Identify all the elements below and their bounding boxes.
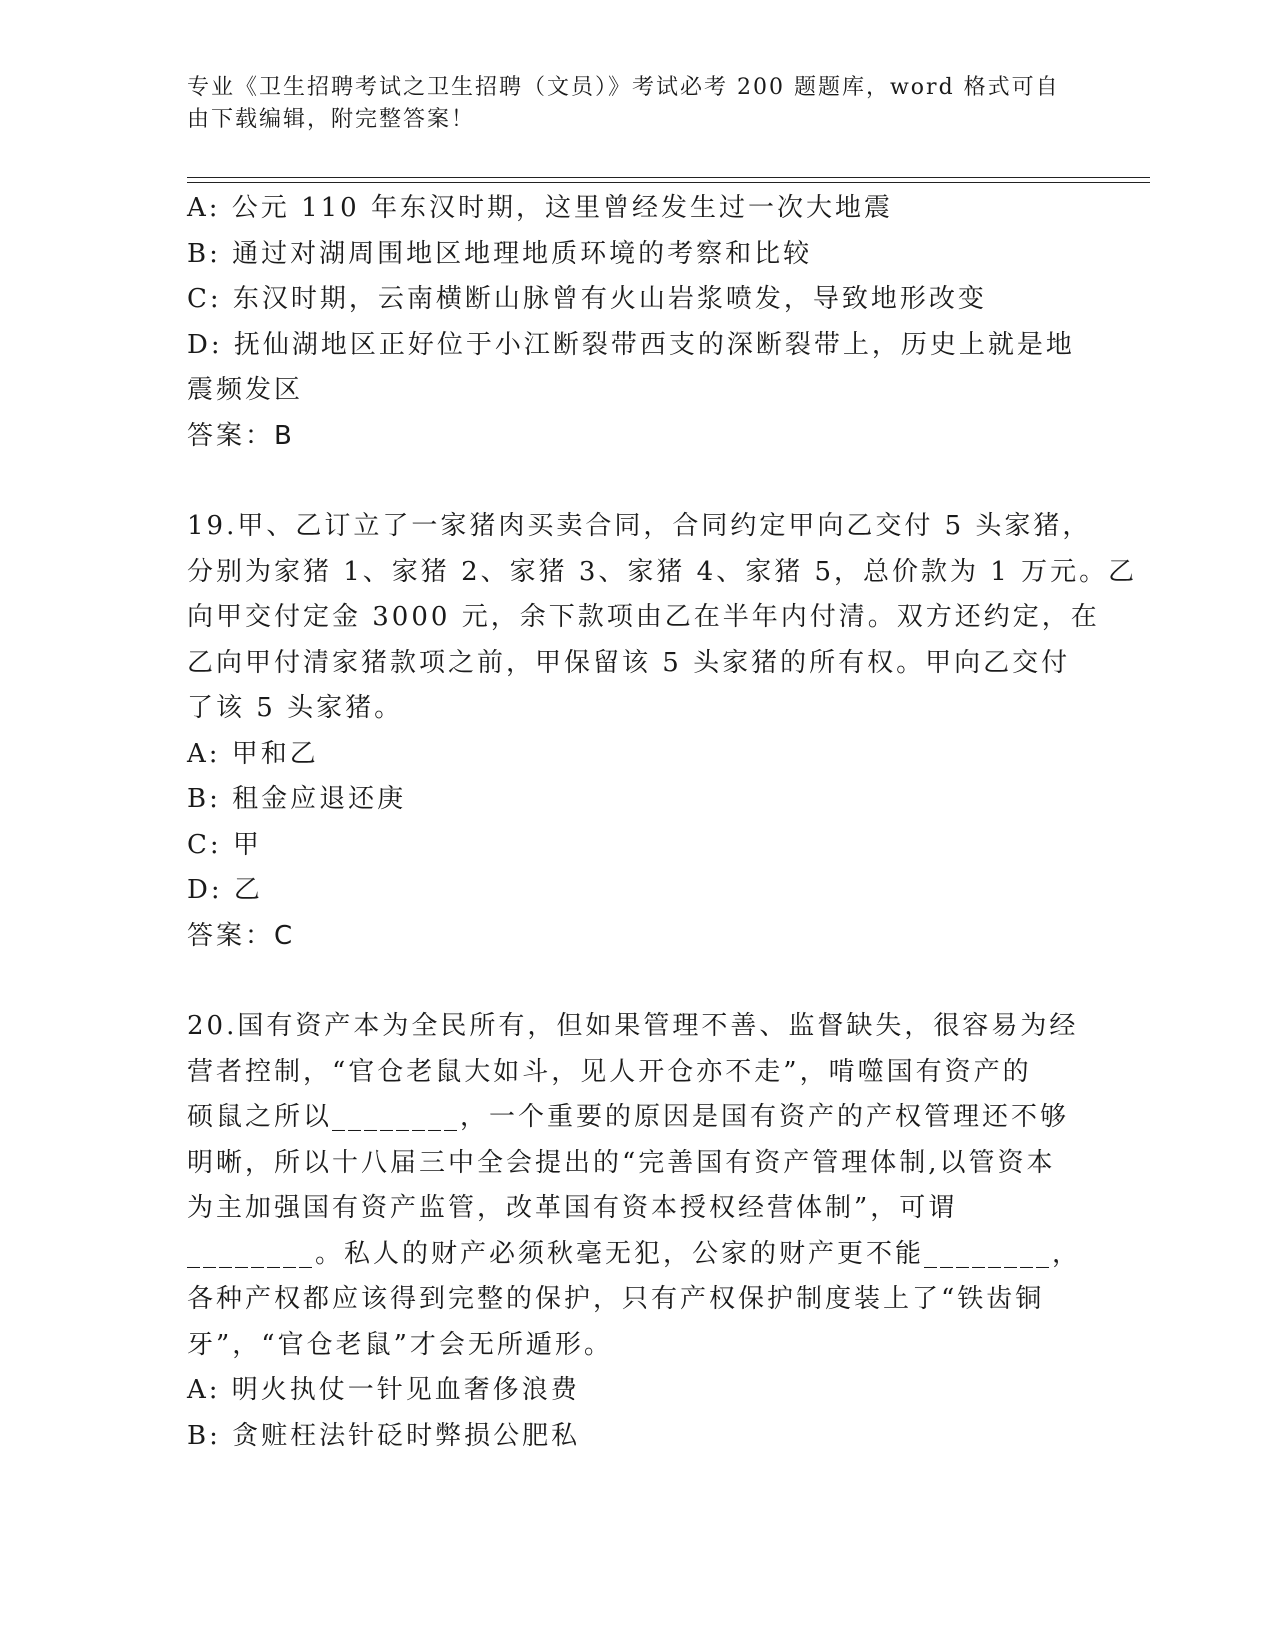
header-line-1: 专业《卫生招聘考试之卫生招聘（文员）》考试必考 200 题题库，word 格式可自 xyxy=(187,75,1060,100)
question-line: ________。私人的财产必须秋毫无犯，公家的财产更不能________， xyxy=(187,1238,1082,1269)
question-18-answer: 答案：B xyxy=(187,420,295,451)
option-d: D: 抚仙湖地区正好位于小江断裂带西支的深断裂带上，历史上就是地 xyxy=(187,329,1075,360)
question-20-stem xyxy=(187,1004,1087,1368)
option-b: B: 租金应退还庚 xyxy=(187,784,407,814)
question-line: 为主加强国有资产监管，改革国有资本授权经营体制”，可谓 xyxy=(187,1193,958,1223)
option-a: A: 公元 110 年东汉时期，这里曾经发生过一次大地震 xyxy=(187,193,893,223)
option-d-continued: 震频发区 xyxy=(187,375,304,405)
question-line: 分别为家猪 1、家猪 2、家猪 3、家猪 4、家猪 5，总价款为 1 万元。乙 xyxy=(187,556,1138,587)
question-19-answer: 答案：C xyxy=(187,920,296,951)
question-line: 牙”，“官仓老鼠”才会无所遁形。 xyxy=(187,1329,613,1360)
question-20-options xyxy=(187,1368,1087,1459)
question-19-options xyxy=(187,732,1087,914)
header-divider-bottom xyxy=(187,182,1150,183)
question-line: 向甲交付定金 3000 元，余下款项由乙在半年内付清。双方还约定，在 xyxy=(187,602,1100,632)
question-line: 乙向甲付清家猪款项之前，甲保留该 5 头家猪的所有权。甲向乙交付 xyxy=(187,647,1071,678)
question-line: 19.甲、乙订立了一家猪肉买卖合同，合同约定甲向乙交付 5 头家猪， xyxy=(187,511,1092,541)
document-body xyxy=(187,186,1138,1459)
question-line: 了该 5 头家猪。 xyxy=(187,693,404,723)
option-b: B: 贪赃枉法针砭时弊损公肥私 xyxy=(187,1420,581,1451)
question-spacer xyxy=(187,459,1087,504)
question-line: 明晰，所以十八届三中全会提出的“完善国有资产管理体制,以管资本 xyxy=(187,1147,1056,1178)
option-c: C: 甲 xyxy=(187,829,262,860)
question-18-options xyxy=(187,186,1087,414)
option-b: B: 通过对湖周围地区地理地质环境的考察和比较 xyxy=(187,238,813,269)
question-line: 20.国有资产本为全民所有，但如果管理不善、监督缺失，很容易为经 xyxy=(187,1011,1079,1041)
question-line: 硕鼠之所以________，一个重要的原因是国有资产的产权管理还不够 xyxy=(187,1102,1070,1132)
header-divider-top xyxy=(187,177,1150,178)
header-line-2: 由下载编辑，附完整答案！ xyxy=(187,107,476,132)
question-19-stem xyxy=(187,504,1138,732)
option-a: A: 甲和乙 xyxy=(187,738,319,769)
option-d: D: 乙 xyxy=(187,875,263,905)
document-header xyxy=(187,72,1087,136)
question-line: 各种产权都应该得到完整的保护，只有产权保护制度装上了“铁齿铜 xyxy=(187,1284,1045,1314)
question-line: 营者控制，“官仓老鼠大如斗，见人开仓亦不走”，啃噬国有资产的 xyxy=(187,1056,1032,1087)
option-a: A: 明火执仗一针见血奢侈浪费 xyxy=(187,1375,580,1405)
option-c: C: 东汉时期，云南横断山脉曾有火山岩浆喷发，导致地形改变 xyxy=(187,284,987,314)
question-spacer xyxy=(187,959,1087,1004)
